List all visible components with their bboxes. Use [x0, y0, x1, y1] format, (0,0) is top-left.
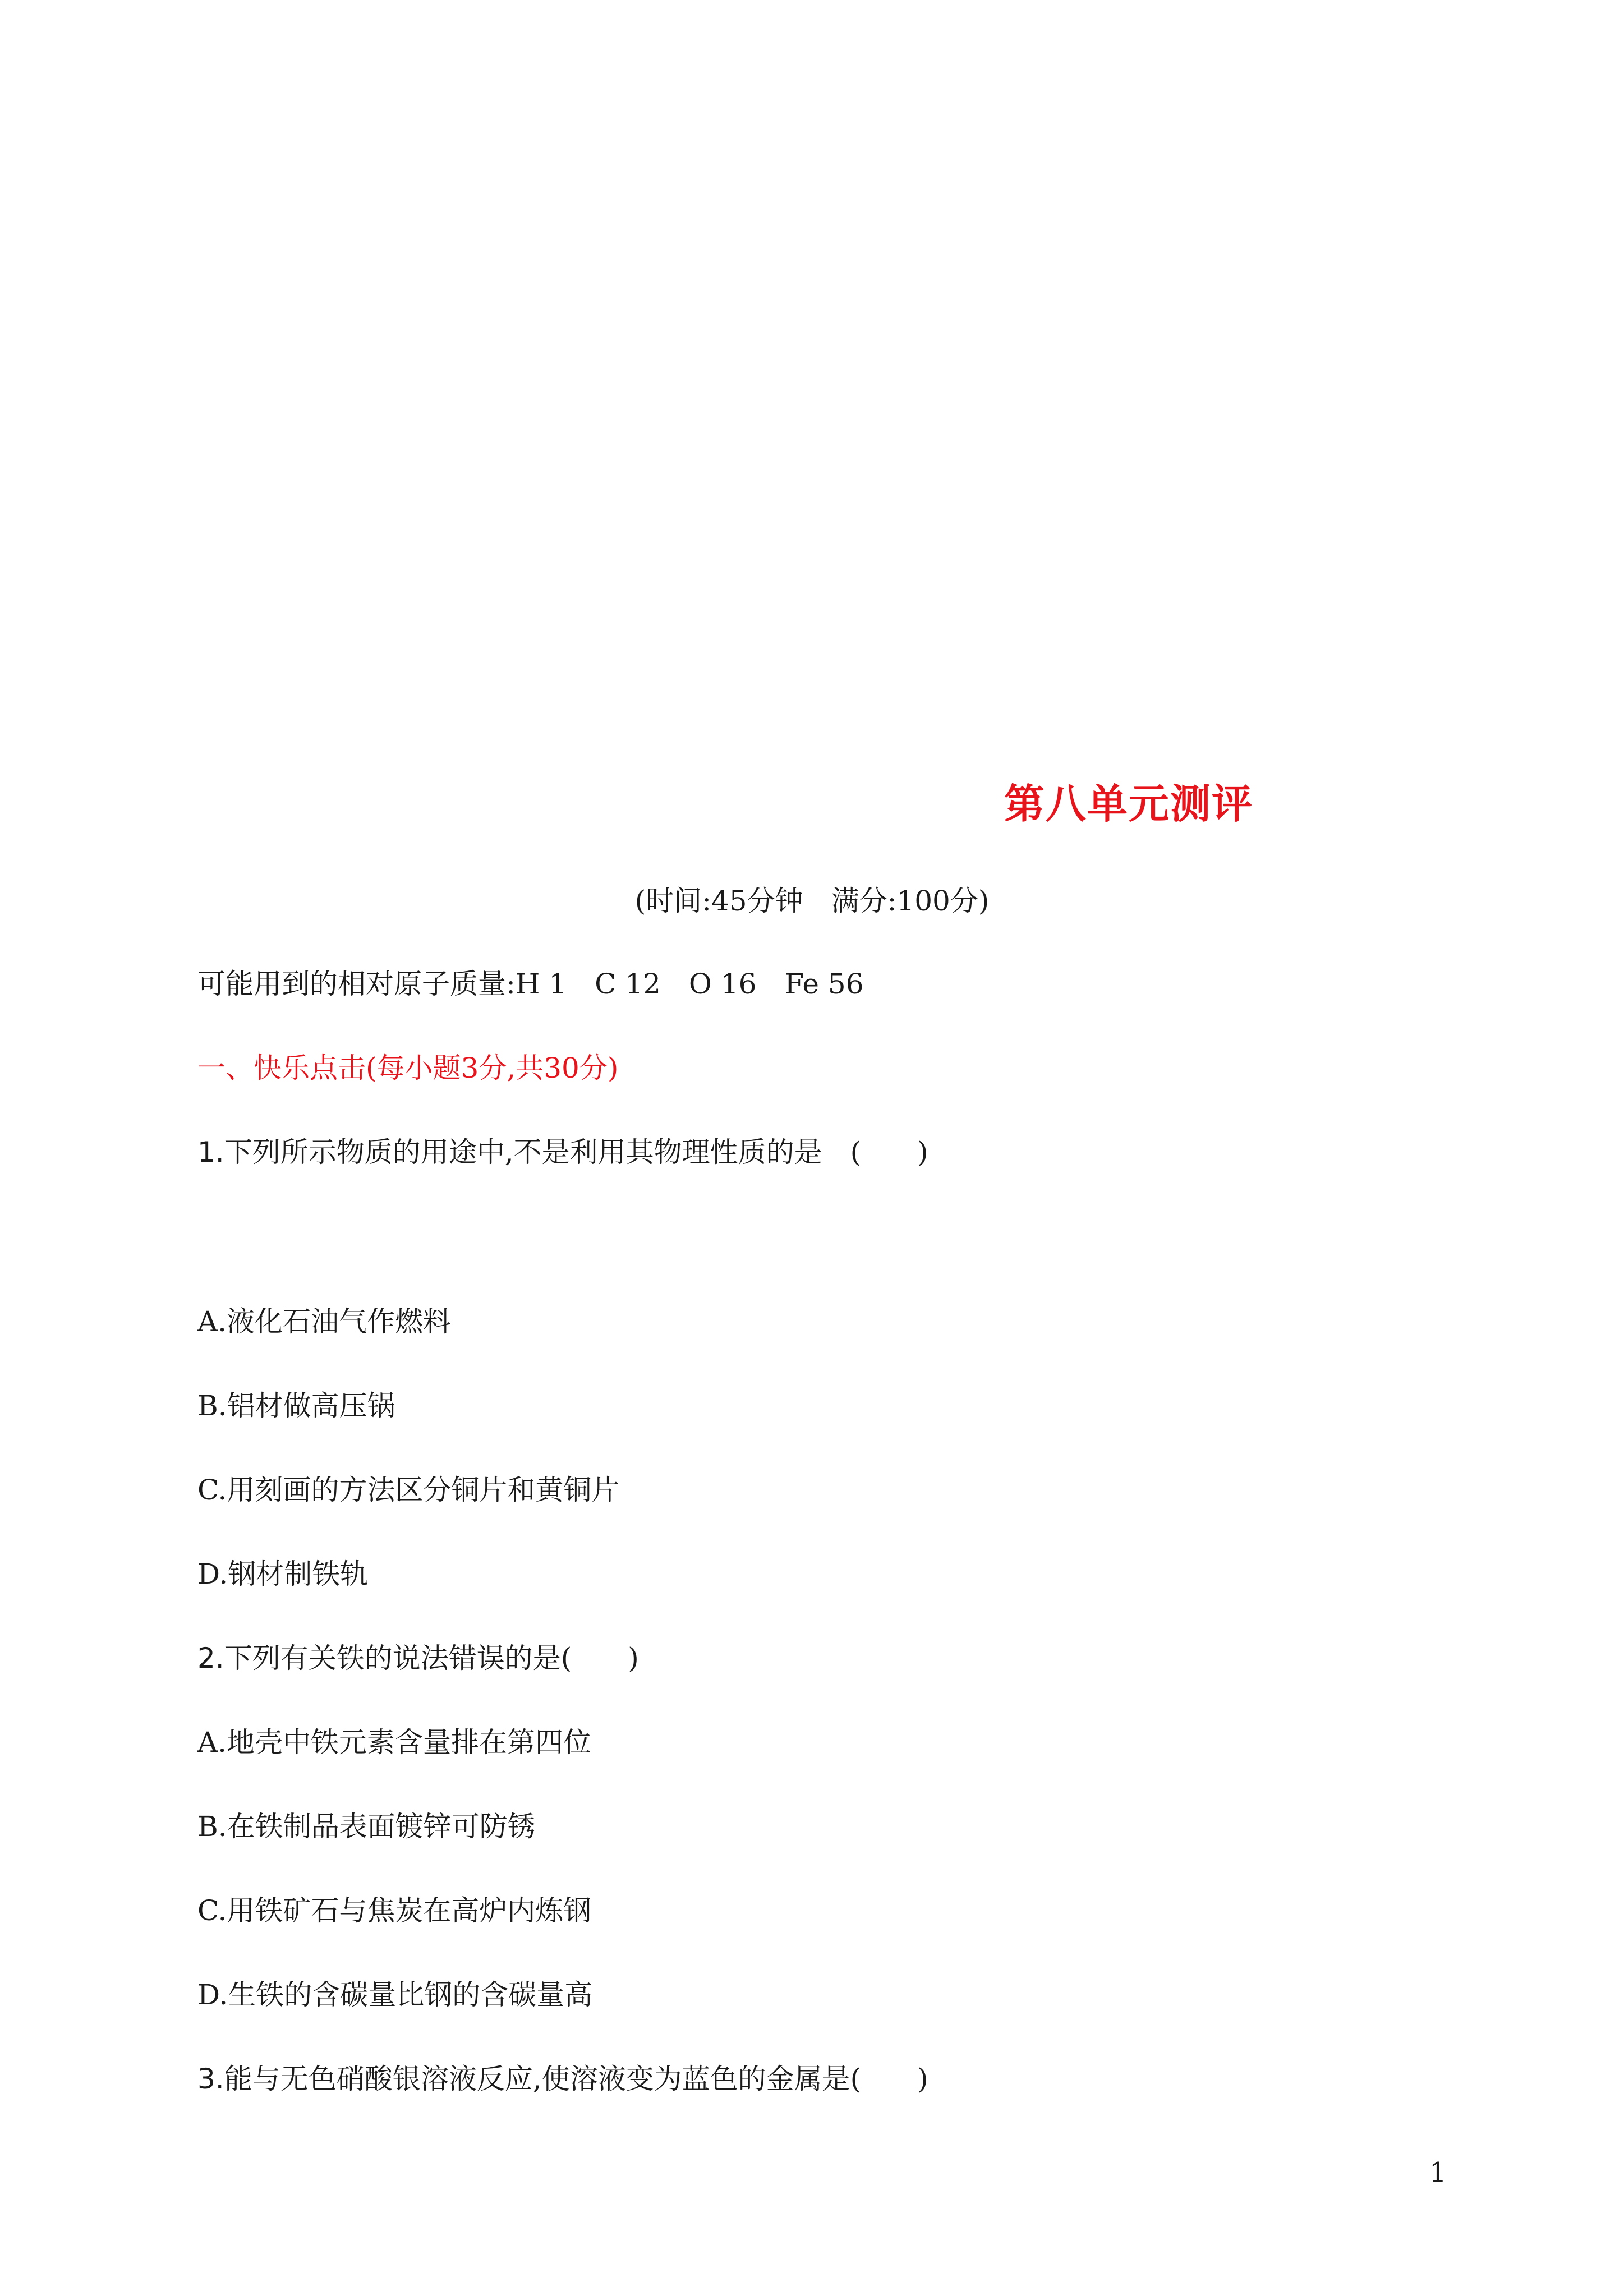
option-2b: B.在铁制品表面镀锌可防锈: [197, 1810, 536, 1843]
question-1: [197, 1135, 928, 1169]
option-2a: A.地壳中铁元素含量排在第四位: [197, 1726, 592, 1759]
atomic-masses-note: 可能用到的相对原子质量:H 1 C 12 O 16 Fe 56: [197, 968, 864, 1000]
option-1b: B.铝材做高压锅: [197, 1389, 395, 1422]
question-stem: 下列有关铁的说法错误的是( ): [224, 1642, 639, 1674]
question-number: 2.: [197, 1642, 224, 1674]
option-2c: C.用铁矿石与焦炭在高炉内炼钢: [197, 1894, 592, 1927]
question-stem: 下列所示物质的用途中,不是利用其物理性质的是 ( ): [224, 1136, 928, 1168]
exam-info: (时间:45分钟 满分:100分): [634, 885, 990, 917]
section-heading: 一、快乐点击(每小题3分,共30分): [197, 1052, 619, 1084]
question-stem: 能与无色硝酸银溶液反应,使溶液变为蓝色的金属是( ): [224, 2063, 928, 2095]
option-1c: C.用刻画的方法区分铜片和黄铜片: [197, 1474, 620, 1506]
question-number: 1.: [197, 1136, 224, 1168]
option-1d: D.钢材制铁轨: [197, 1558, 369, 1590]
page-number: 1: [1429, 2157, 1447, 2188]
option-1a: A.液化石油气作燃料: [197, 1305, 452, 1338]
question-3: [197, 2062, 928, 2096]
question-2: [197, 1641, 639, 1675]
page-title: 第八单元测评: [1004, 780, 1254, 827]
question-number: 3.: [197, 2063, 224, 2095]
option-2d: D.生铁的含碳量比钢的含碳量高: [197, 1978, 593, 2011]
